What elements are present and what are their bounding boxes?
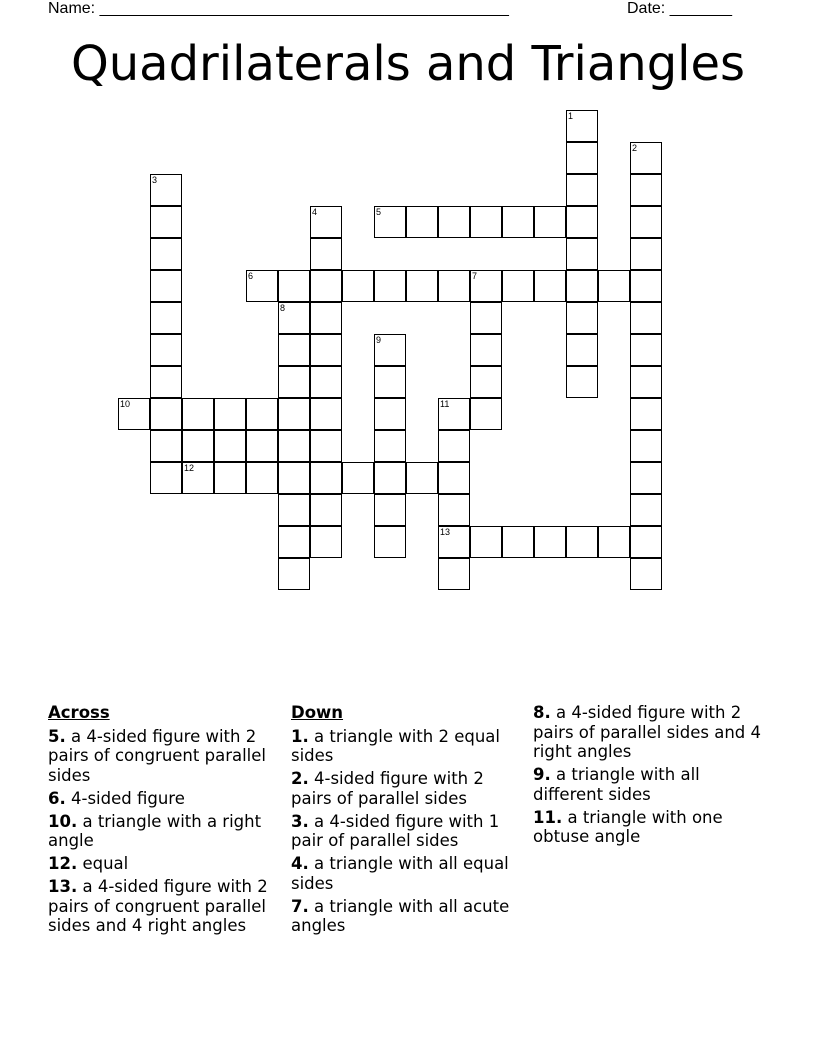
crossword-cell[interactable]	[438, 494, 470, 526]
crossword-cell[interactable]	[598, 270, 630, 302]
crossword-cell[interactable]	[406, 206, 438, 238]
clue-number-label: 5.	[48, 726, 66, 746]
crossword-cell[interactable]	[374, 398, 406, 430]
crossword-cell[interactable]	[278, 430, 310, 462]
crossword-cell[interactable]	[502, 526, 534, 558]
crossword-cell[interactable]	[566, 110, 598, 142]
clue-number: 12	[184, 463, 195, 473]
crossword-cell[interactable]	[310, 238, 342, 270]
crossword-cell[interactable]	[246, 430, 278, 462]
crossword-cell[interactable]	[310, 302, 342, 334]
crossword-cell[interactable]	[278, 366, 310, 398]
crossword-cell[interactable]	[374, 366, 406, 398]
clues-column-3	[533, 703, 763, 850]
crossword-cell[interactable]	[630, 366, 662, 398]
crossword-cell[interactable]	[150, 270, 182, 302]
crossword-cell[interactable]	[310, 494, 342, 526]
clue-text: a triangle with all equal sides	[291, 854, 509, 893]
crossword-cell[interactable]	[630, 558, 662, 590]
crossword-cell[interactable]	[566, 334, 598, 366]
crossword-cell[interactable]	[406, 462, 438, 494]
clue-text: a triangle with a right angle	[48, 811, 262, 850]
crossword-cell[interactable]	[566, 206, 598, 238]
crossword-cell[interactable]	[278, 526, 310, 558]
clue-item	[291, 727, 521, 766]
clue-item	[48, 727, 278, 786]
clue-number: 1	[568, 111, 574, 121]
crossword-cell[interactable]	[310, 526, 342, 558]
clues-column-2	[291, 703, 521, 939]
clue-number: 13	[440, 527, 451, 537]
clue-number-label: 6.	[48, 788, 66, 808]
crossword-cell[interactable]	[374, 270, 406, 302]
crossword-cell[interactable]	[278, 302, 310, 334]
clue-number-label: 2.	[291, 769, 309, 788]
clue-text: 4-sided figure with 2 pairs of parallel sides	[291, 769, 484, 808]
clue-number-label: 7.	[291, 896, 309, 916]
crossword-cell[interactable]	[150, 366, 182, 398]
clue-number-label: 4.	[291, 854, 309, 873]
crossword-cell[interactable]	[438, 398, 470, 430]
crossword-cell[interactable]	[470, 398, 502, 430]
crossword-cell[interactable]	[502, 206, 534, 238]
clue-item	[533, 765, 763, 804]
crossword-cell[interactable]	[278, 270, 310, 302]
clue-text: a triangle with one obtuse angle	[533, 807, 723, 846]
crossword-cell[interactable]	[438, 206, 470, 238]
crossword-cell[interactable]	[406, 270, 438, 302]
clue-number-label: 11.	[533, 807, 563, 827]
crossword-cell[interactable]	[150, 334, 182, 366]
crossword-cell[interactable]	[374, 430, 406, 462]
crossword-cell[interactable]	[438, 526, 470, 558]
clue-number-label: 3.	[291, 811, 309, 831]
crossword-cell[interactable]	[374, 206, 406, 238]
clue-item	[48, 854, 278, 874]
clue-item	[48, 789, 278, 809]
crossword-cell[interactable]	[310, 430, 342, 462]
across-clue-list	[48, 727, 278, 936]
crossword-cell[interactable]	[566, 270, 598, 302]
crossword-cell[interactable]	[150, 174, 182, 206]
crossword-cell[interactable]	[278, 334, 310, 366]
crossword-cell[interactable]	[470, 302, 502, 334]
crossword-cell[interactable]	[630, 238, 662, 270]
down-heading: Down	[291, 703, 344, 722]
clue-text: equal	[77, 854, 129, 873]
crossword-cell[interactable]	[630, 526, 662, 558]
crossword-cell[interactable]	[438, 558, 470, 590]
clue-number: 6	[248, 271, 254, 281]
crossword-cell[interactable]	[566, 526, 598, 558]
clue-item	[291, 897, 521, 936]
crossword-cell[interactable]	[502, 270, 534, 302]
down-clue-list	[291, 727, 521, 936]
crossword-cell[interactable]	[438, 270, 470, 302]
clue-text: a 4-sided figure with 2 pairs of congruent parallel sides	[48, 726, 266, 785]
clue-text: 4-sided figure	[65, 788, 185, 808]
clue-number-label: 10.	[48, 811, 78, 831]
clue-item	[48, 812, 278, 851]
clues-column-1	[48, 703, 278, 939]
crossword-cell[interactable]	[374, 462, 406, 494]
crossword-cell[interactable]	[566, 366, 598, 398]
crossword-cell[interactable]	[310, 334, 342, 366]
clue-number-label: 8.	[533, 703, 551, 722]
clue-number: 2	[632, 143, 638, 153]
page-title: Quadrilaterals and Triangles	[70, 36, 746, 92]
crossword-cell[interactable]	[150, 462, 182, 494]
crossword-cell[interactable]	[342, 462, 374, 494]
crossword-cell[interactable]	[630, 142, 662, 174]
clue-number: 5	[376, 207, 382, 217]
crossword-cell[interactable]	[150, 398, 182, 430]
crossword-cell[interactable]	[534, 206, 566, 238]
clue-number-label: 12.	[48, 854, 78, 873]
crossword-cell[interactable]	[150, 238, 182, 270]
crossword-cell[interactable]	[182, 398, 214, 430]
crossword-cell[interactable]	[470, 206, 502, 238]
crossword-cell[interactable]	[566, 238, 598, 270]
crossword-cell[interactable]	[630, 206, 662, 238]
crossword-cell[interactable]	[182, 430, 214, 462]
crossword-cell[interactable]	[214, 462, 246, 494]
clue-number: 4	[312, 207, 318, 217]
crossword-cell[interactable]	[214, 430, 246, 462]
clue-number: 3	[152, 175, 158, 185]
clue-number: 9	[376, 335, 382, 345]
crossword-cell[interactable]	[470, 366, 502, 398]
clue-number: 11	[440, 399, 450, 409]
clue-number-label: 9.	[533, 765, 551, 784]
clue-text: a 4-sided figure with 2 pairs of congruent parallel sides and 4 right angles	[48, 877, 268, 935]
crossword-cell[interactable]	[630, 398, 662, 430]
clue-number: 10	[120, 399, 131, 409]
crossword-cell[interactable]	[374, 494, 406, 526]
crossword-cell[interactable]	[438, 430, 470, 462]
clue-text: a 4-sided figure with 2 pairs of parallel sides and 4 right angles	[533, 703, 762, 761]
clue-text: a triangle with 2 equal sides	[291, 726, 500, 765]
crossword-cell[interactable]	[566, 302, 598, 334]
crossword-cell[interactable]	[278, 494, 310, 526]
crossword-cell[interactable]	[374, 334, 406, 366]
clue-number: 7	[472, 271, 478, 281]
crossword-cell[interactable]	[534, 270, 566, 302]
clue-item	[48, 877, 278, 936]
clue-text: a 4-sided figure with 1 pair of parallel sides	[291, 811, 500, 850]
crossword-cell[interactable]	[630, 302, 662, 334]
crossword-cell[interactable]	[630, 174, 662, 206]
crossword-cell[interactable]	[246, 462, 278, 494]
clue-text: a triangle with all different sides	[533, 765, 700, 804]
crossword-cell[interactable]	[438, 462, 470, 494]
crossword-cell[interactable]	[534, 526, 566, 558]
crossword-cell[interactable]	[566, 174, 598, 206]
crossword-cell[interactable]	[118, 398, 150, 430]
crossword-cell[interactable]	[310, 366, 342, 398]
crossword-cell[interactable]	[150, 430, 182, 462]
crossword-cell[interactable]	[470, 270, 502, 302]
clue-item	[533, 703, 763, 762]
crossword-cell[interactable]	[182, 462, 214, 494]
crossword-cell[interactable]	[310, 462, 342, 494]
clue-number-label: 1.	[291, 726, 309, 746]
clue-item	[291, 854, 521, 893]
crossword-cell[interactable]	[630, 494, 662, 526]
crossword-cell[interactable]	[150, 302, 182, 334]
crossword-cell[interactable]	[470, 526, 502, 558]
crossword-cell[interactable]	[566, 142, 598, 174]
crossword-cell[interactable]	[342, 270, 374, 302]
crossword-cell[interactable]	[630, 462, 662, 494]
clue-item	[291, 812, 521, 851]
crossword-cell[interactable]	[630, 334, 662, 366]
crossword-cell[interactable]	[278, 398, 310, 430]
crossword-cell[interactable]	[150, 206, 182, 238]
crossword-cell[interactable]	[278, 558, 310, 590]
date-field[interactable]: Date: _______	[627, 0, 732, 17]
clue-item	[533, 808, 763, 847]
clue-item	[291, 769, 521, 808]
crossword-cell[interactable]	[310, 398, 342, 430]
crossword-cell[interactable]	[310, 206, 342, 238]
crossword-cell[interactable]	[630, 270, 662, 302]
crossword-cell[interactable]	[630, 430, 662, 462]
crossword-cell[interactable]	[374, 526, 406, 558]
clue-number: 8	[280, 303, 286, 313]
crossword-cell[interactable]	[214, 398, 246, 430]
crossword-cell[interactable]	[310, 270, 342, 302]
crossword-cell[interactable]	[278, 462, 310, 494]
clue-number-label: 13.	[48, 877, 78, 896]
name-field[interactable]: Name: ______________________________________________	[48, 0, 509, 17]
crossword-cell[interactable]	[246, 398, 278, 430]
clue-text: a triangle with all acute angles	[291, 896, 510, 935]
across-heading: Across	[48, 703, 110, 722]
crossword-cell[interactable]	[470, 334, 502, 366]
crossword-cell[interactable]	[246, 270, 278, 302]
down-clue-list-continued	[533, 703, 763, 847]
crossword-cell[interactable]	[598, 526, 630, 558]
